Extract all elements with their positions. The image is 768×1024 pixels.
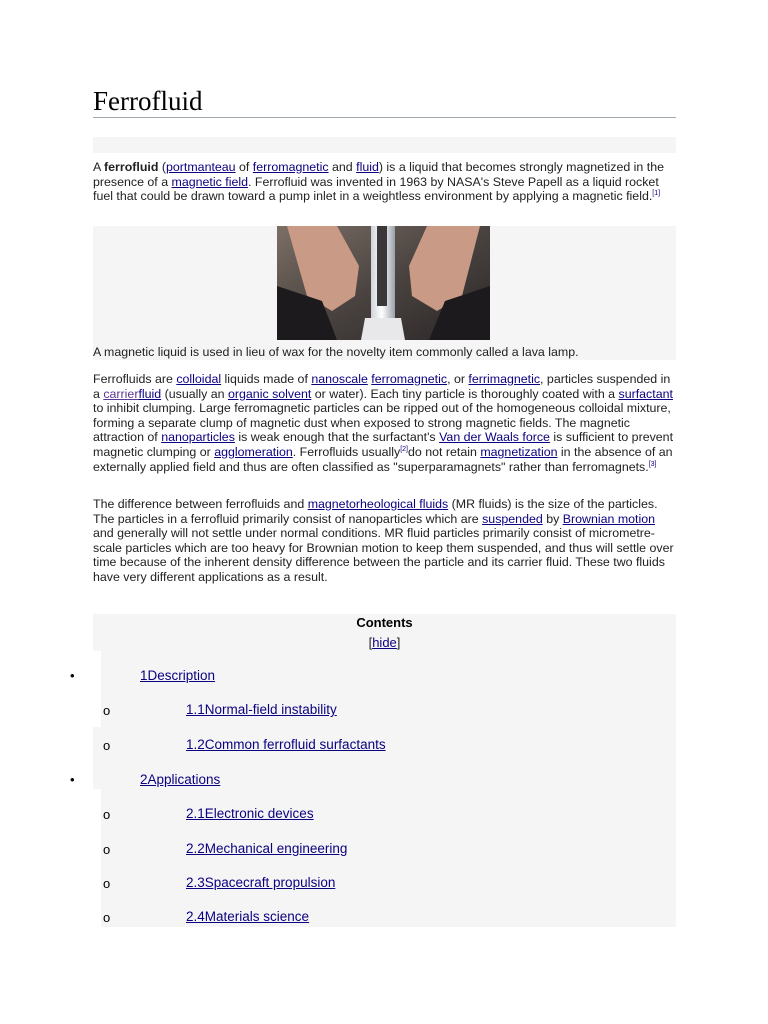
bullet-2-1: o: [103, 807, 111, 822]
toc-hide-link[interactable]: hide: [372, 635, 397, 650]
toc-toggle: [hide]: [368, 635, 401, 650]
toc-item-mechanical-engineering[interactable]: 2.2Mechanical engineering: [186, 841, 348, 856]
bullet-1-1: o: [103, 703, 111, 718]
link-ferromagnetic[interactable]: ferromagnetic: [252, 160, 329, 174]
reference-3[interactable]: [3]: [648, 460, 657, 468]
bullet-1: •: [70, 668, 75, 683]
link-nanoparticles[interactable]: nanoparticles: [161, 430, 235, 445]
link-carrier[interactable]: carrier: [103, 386, 139, 401]
figure-caption: A magnetic liquid is used in lieu of wax for the novelty item commonly called a lava lamp.: [93, 345, 579, 359]
link-portmanteau[interactable]: portmanteau: [166, 160, 236, 174]
bullet-2-2: o: [103, 842, 111, 857]
link-magnetization[interactable]: magnetization: [480, 444, 558, 459]
toc-item-common-ferrofluid-surfactants[interactable]: 1.2Common ferrofluid surfactants: [186, 737, 386, 752]
table-of-contents: [93, 614, 676, 927]
reference-2[interactable]: [2]: [400, 445, 408, 453]
figure: [93, 226, 676, 360]
toc-item-normal-field-instability[interactable]: 1.1Normal-field instability: [186, 702, 337, 717]
reference-1[interactable]: [1]: [652, 190, 661, 198]
hatnote-bar: [93, 137, 676, 153]
lava-lamp-photo: [277, 226, 490, 340]
link-ferrimagnetic[interactable]: ferrimagnetic: [468, 372, 541, 386]
paragraph-2: Ferrofluids are colloidal liquids made of nanoscale ferromagnetic, or ferrimagnetic, particles suspended in a carrierfluid (usually an organic solvent or water). Each tiny particle is thoroughly coated with a surfactant to inhibit clumping. Large ferromagnetic particles can be ripped out of the homogeneous colloidal mixture, forming a separate clump of magnetic dust when exposed to strong magnetic fields. The magnetic attraction of nanoparticles is weak enough that the surfactant's Van der Waals force is sufficient to prevent magnetic clumping or agglomeration. Ferrofluids usually[2]do not retain magnetization in the absence of an externally applied field and thus are often classified as "superparamagnets" rather than ferromagnets.[3]: [93, 372, 674, 474]
link-magnetic-field[interactable]: magnetic field: [171, 174, 248, 189]
toc-item-applications[interactable]: 2Applications: [140, 772, 221, 787]
toc-item-spacecraft-propulsion[interactable]: 2.3Spacecraft propulsion: [186, 875, 336, 890]
link-surfactant[interactable]: surfactant: [618, 386, 673, 401]
intro-paragraph: A ferrofluid (portmanteau of ferromagnetic and fluid) is a liquid that becomes strongly magnetized in the presence of a magnetic field. Ferrofluid was invented in 1963 by NASA's Steve Papell as a liquid rocket fuel that could be drawn toward a pump inlet in a weightless environment by applying a magnetic field.[1]: [93, 160, 664, 204]
bold-term: ferrofluid: [104, 160, 159, 174]
paragraph-3: The difference between ferrofluids and magnetorheological fluids (MR fluids) is the size of the particles. The particles in a ferrofluid primarily consist of nanoparticles which are suspended by Brownian motion and generally will not settle under normal conditions. MR fluid particles primarily consist of micrometre-scale particles which are too heavy for Brownian motion to keep them suspended, and thus will settle over time because of the inherent density difference between the particle and its carrier fluid. These two fluids have very different applications as a result.: [93, 497, 674, 584]
toc-item-electronic-devices[interactable]: 2.1Electronic devices: [186, 806, 314, 821]
bullet-1-2: o: [103, 738, 111, 753]
link-fluid[interactable]: fluid: [356, 160, 379, 174]
link-agglomeration[interactable]: agglomeration: [214, 444, 293, 459]
link-nanoscale[interactable]: nanoscale: [311, 372, 368, 386]
bullet-2-4: o: [103, 910, 111, 925]
bullet-2: •: [70, 772, 75, 787]
title-divider: [93, 117, 676, 118]
toc-title: Contents: [356, 615, 413, 630]
link-van-der-waals-force[interactable]: Van der Waals force: [439, 430, 550, 445]
link-ferromagnetic-2[interactable]: ferromagnetic: [371, 372, 448, 386]
page-title: Ferrofluid: [93, 86, 203, 116]
toc-item-description[interactable]: 1Description: [140, 668, 216, 683]
link-fluid-2[interactable]: fluid: [138, 386, 162, 401]
link-colloidal[interactable]: colloidal: [176, 372, 222, 386]
link-organic-solvent[interactable]: organic solvent: [228, 386, 312, 401]
link-suspended[interactable]: suspended: [482, 511, 543, 526]
link-magnetorheological-fluids[interactable]: magnetorheological fluids: [307, 497, 449, 511]
toc-item-materials-science[interactable]: 2.4Materials science: [186, 909, 310, 924]
bullet-2-3: o: [103, 876, 111, 891]
link-brownian-motion[interactable]: Brownian motion: [562, 511, 656, 526]
